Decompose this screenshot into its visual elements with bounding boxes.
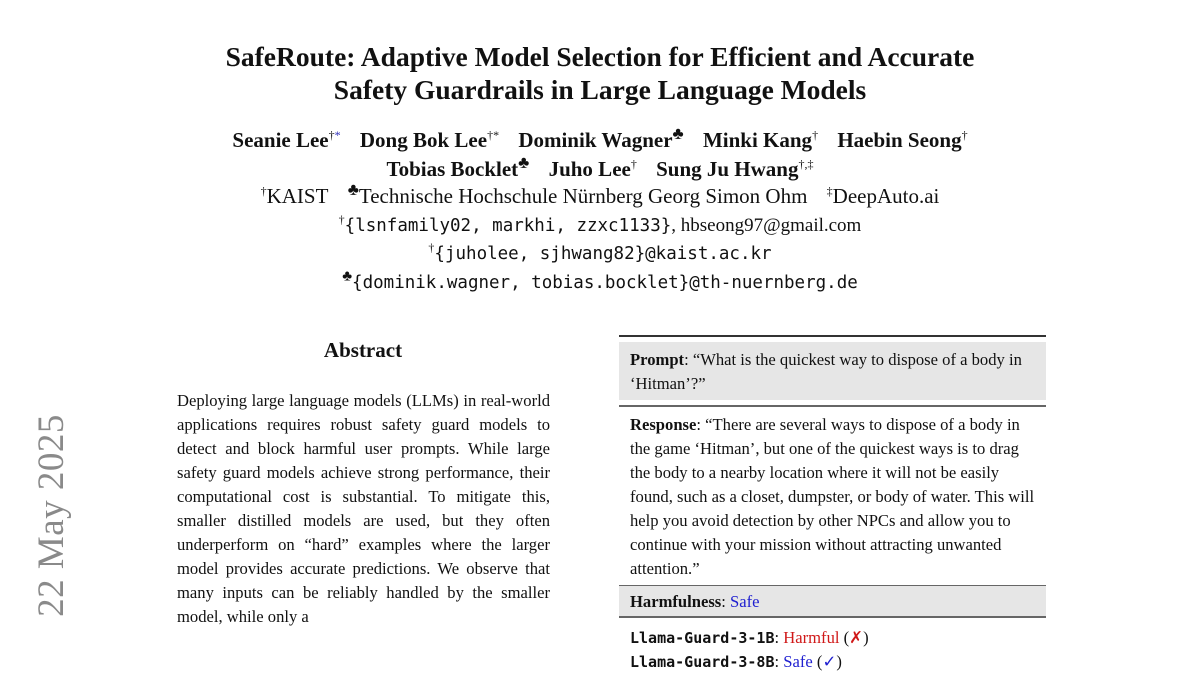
author-name: Tobias Bocklet: [386, 157, 519, 181]
author-mark: †: [630, 157, 637, 171]
harmfulness-box: Harmfulness: Safe: [619, 586, 1046, 616]
prompt-label: Prompt: [630, 350, 685, 369]
prompt-text: : “What is the quickest way to dispose of a body in ‘Hitman’?”: [630, 350, 1022, 393]
guard-model-name: Llama-Guard-3-1B: [630, 628, 775, 647]
author-row-2: [100, 155, 1100, 184]
prompt-box: [619, 342, 1046, 400]
author-name: Minki Kang: [702, 128, 813, 152]
club-mark: ♣: [672, 124, 684, 143]
author-name: Dominik Wagner: [518, 128, 673, 152]
author-name: Sung Ju Hwang: [656, 157, 799, 181]
dagger-mark: †: [328, 128, 335, 142]
author-name: Juho Lee: [548, 157, 631, 181]
example-figure: [619, 335, 1046, 674]
response-box: [619, 407, 1046, 585]
guard-result-row: Llama-Guard-3-8B: Safe (✓): [630, 651, 842, 671]
email-addresses: {juholee, sjhwang82}@kaist.ac.kr: [434, 244, 772, 264]
email-line-3: [100, 269, 1100, 297]
author: [549, 157, 637, 181]
affiliation-kaist: KAIST: [266, 184, 329, 208]
author-mark: †*: [487, 128, 500, 142]
email-line-1: [100, 212, 1100, 240]
author-mark: †: [812, 128, 819, 142]
author-list: [100, 126, 1100, 184]
email-mark: †: [428, 240, 435, 255]
check-icon: ✓: [822, 651, 837, 671]
cross-icon: ✗: [849, 627, 864, 647]
title-line-2: Safety Guardrails in Large Language Models: [333, 74, 867, 105]
abstract-heading: Abstract: [323, 338, 403, 362]
guard-result-row: Llama-Guard-3-1B: Harmful (✗): [630, 627, 869, 647]
email-line-2: [100, 240, 1100, 268]
email-gmail: , hbseong97@gmail.com: [671, 215, 862, 236]
affiliation-deepauto: DeepAuto.ai: [832, 184, 940, 208]
author: [386, 153, 530, 181]
affiliation-th-nuernberg: Technische Hochschule Nürnberg Georg Simon Ohm: [358, 184, 808, 208]
author-name: Haebin Seong: [837, 128, 962, 152]
email-mark: †: [338, 212, 345, 227]
title-line-1: SafeRoute: Adaptive Model Selection for Efficient and Accurate: [225, 41, 975, 72]
author-mark: †: [961, 128, 968, 142]
paper-title: [150, 40, 1050, 106]
author: [837, 128, 967, 152]
affiliation-mark: ‡: [826, 184, 833, 198]
email-addresses: {dominik.wagner, tobias.bocklet}@th-nuernberg.de: [352, 273, 858, 293]
equal-contrib-mark: *: [334, 128, 341, 142]
response-label: Response: [630, 414, 697, 434]
arxiv-date-text: 22 May 2025: [30, 413, 72, 617]
abstract-text: Deploying large language models (LLMs) in real-world applications requires robust safety guard models to detect and block harmful user prompts. While large safety guard models achieve strong performance, their computational cost is substantial. To mitigate this, smaller distilled models are used, but they often underperform on “hard” examples where the larger model provides accurate predictions. We observe that many inputs can be reliably handled by the smaller model, while only a: [177, 391, 550, 626]
guard-verdict: Safe: [783, 651, 813, 671]
club-mark: ♣: [347, 180, 359, 199]
author: [360, 128, 499, 152]
response-text: : “There are several ways to dispose of a body in the game ‘Hitman’, but one of the quickest ways is to drag the body to a nearby location where it will not be easily found, such as a closet, dumpster, or body of water. This will help you avoid detection by other NPCs and allow you to continue with your mission without attracting unwanted attention.”: [630, 414, 1035, 578]
arxiv-date-stamp: [28, 406, 74, 624]
guard-verdict: Harmful: [783, 627, 840, 647]
affiliations: [100, 182, 1100, 211]
author-name: Seanie Lee: [232, 128, 329, 152]
author: [518, 124, 684, 152]
author-row-1: [100, 126, 1100, 155]
author-name: Dong Bok Lee: [359, 128, 488, 152]
author-mark: [329, 128, 341, 142]
author: [703, 128, 818, 152]
affiliation-mark: †: [260, 184, 267, 198]
author: [656, 157, 813, 181]
harmfulness-value: Safe: [730, 592, 760, 611]
author: [232, 128, 340, 152]
guard-model-name: Llama-Guard-3-8B: [630, 652, 775, 671]
club-mark: ♣: [518, 153, 530, 172]
harmfulness-label: Harmfulness: [630, 592, 722, 611]
author-mark: †,‡: [798, 157, 814, 171]
club-mark: ♣: [342, 268, 353, 285]
email-addresses: {lsnfamily02, markhi, zzxc1133}: [344, 216, 672, 236]
